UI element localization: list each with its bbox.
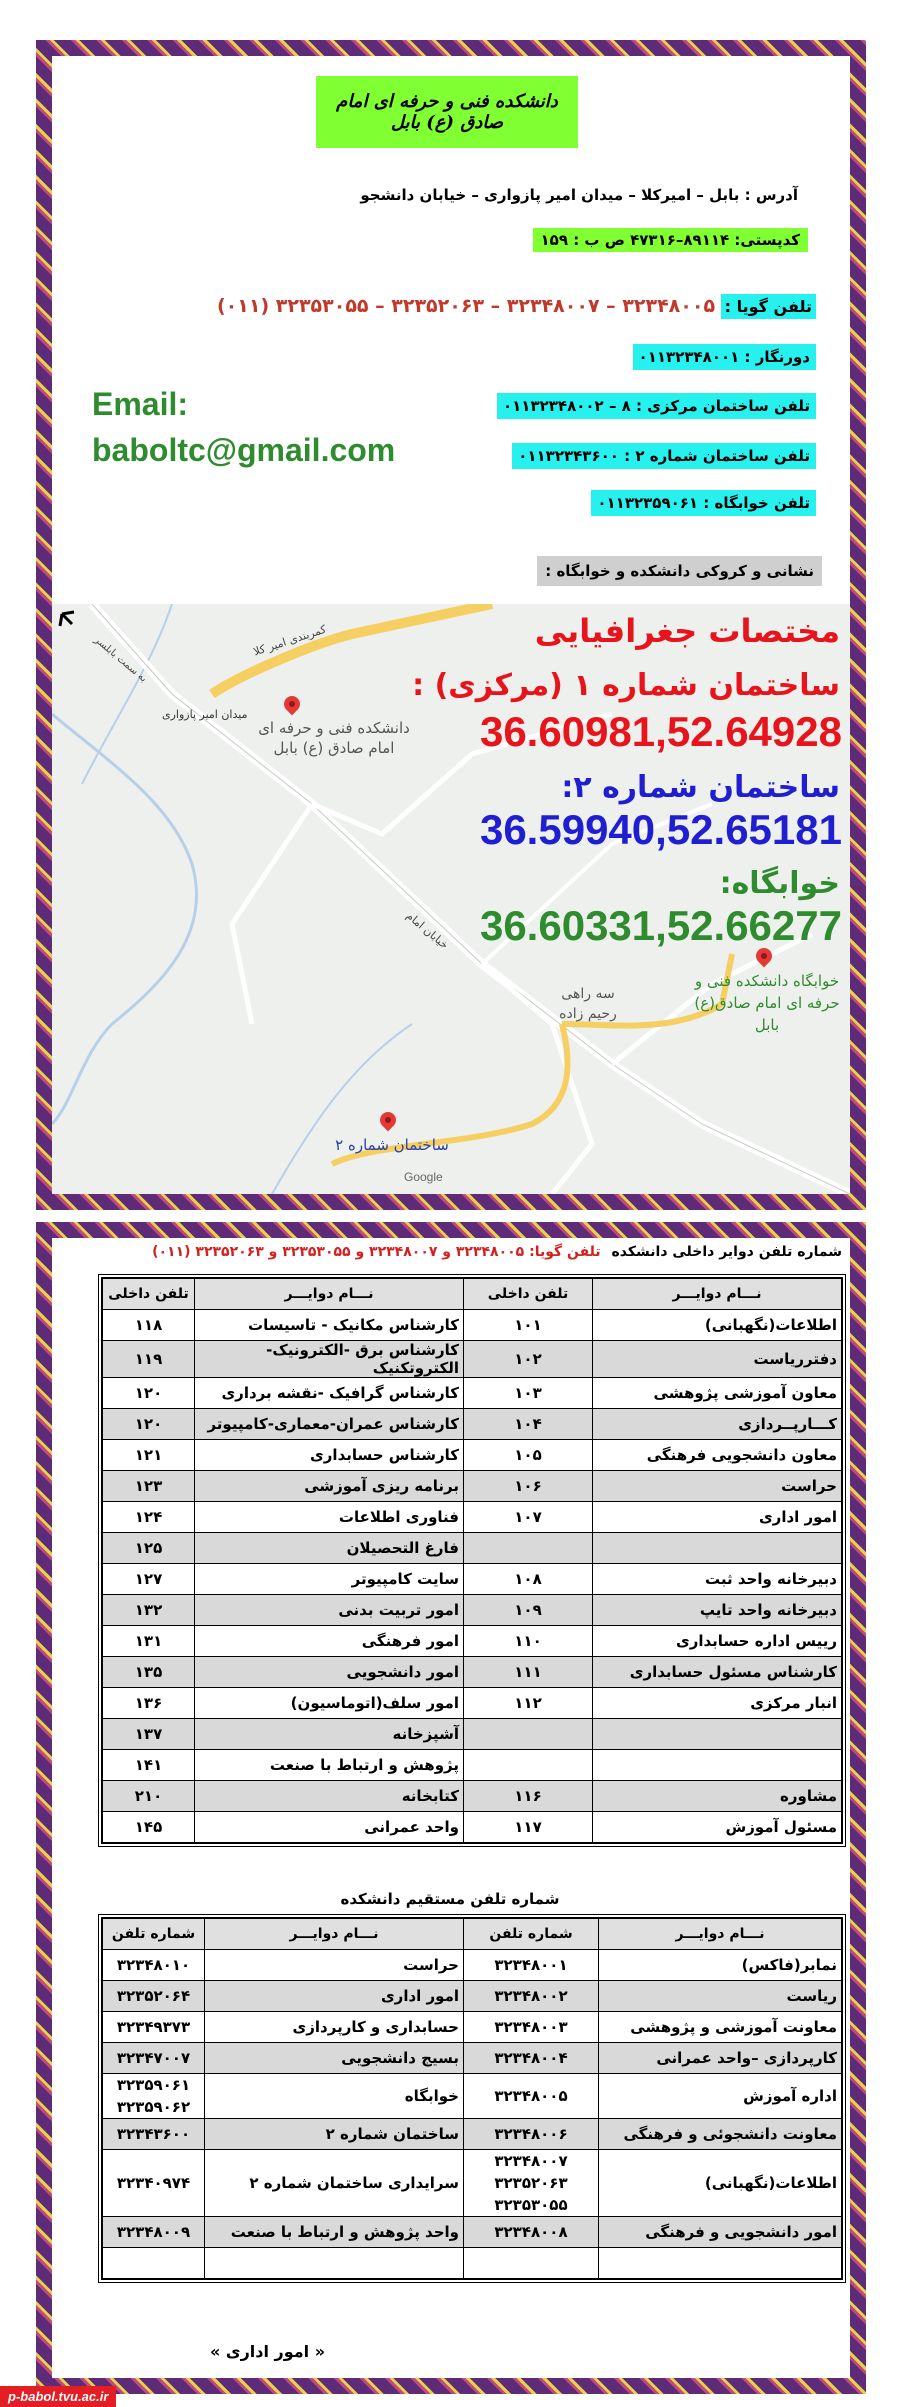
map[interactable]: [52, 604, 850, 1194]
table-row: [103, 2043, 842, 2074]
table-cell: ۱۱۹: [103, 1341, 195, 1378]
table-cell: ۳۲۳۵۲۰۶۴: [103, 1981, 205, 2012]
table-cell: ۱۰۳: [464, 1378, 593, 1409]
table-cell: آشپزخانه: [195, 1719, 464, 1750]
table-row: [103, 1750, 842, 1781]
table-cell: بسیج دانشجویی: [205, 2043, 464, 2074]
table-cell: ۳۲۳۴۸۰۱۰: [103, 1950, 205, 1981]
direct-header: شماره تلفن: [103, 1919, 205, 1950]
direct-table: [102, 1918, 842, 2279]
table-cell: ۱۳۶: [103, 1688, 195, 1719]
table-row: [103, 1781, 842, 1812]
watermark: p-babol.tvu.ac.ir: [0, 2386, 116, 2407]
table-row: [103, 2012, 842, 2043]
dorm-coords: 36.60331,52.66277: [479, 902, 842, 949]
phone-line: [217, 295, 816, 317]
table-cell: [593, 1533, 842, 1564]
table-row: [103, 1310, 842, 1341]
table-cell: ۱۳۷: [103, 1719, 195, 1750]
internal-caption: [152, 1244, 842, 1260]
internal-table: [102, 1278, 842, 1843]
table-cell: معاون دانشجویی فرهنگی: [593, 1440, 842, 1471]
table-cell: اطلاعات(نگهبانی): [593, 1310, 842, 1341]
table-cell: امور فرهنگی: [195, 1626, 464, 1657]
table-cell: ۳۲۳۴۹۳۷۳: [103, 2012, 205, 2043]
table-row: [103, 2150, 842, 2217]
table-cell: پژوهش و ارتباط با صنعت: [195, 1750, 464, 1781]
phone-value: ۳۲۳۴۸۰۰۵ – ۳۲۳۴۸۰۰۷ – ۳۲۳۵۲۰۶۳ – ۳۲۳۵۳۰۵۵ (۰۱۱): [216, 295, 716, 317]
table-row: [103, 1626, 842, 1657]
table-cell: [599, 2248, 842, 2279]
email-label: Email:: [92, 386, 189, 422]
table-row: [103, 1533, 842, 1564]
table-cell: ۱۳۲: [103, 1595, 195, 1626]
table-cell: ۱۴۱: [103, 1750, 195, 1781]
table-cell: ۱۲۵: [103, 1533, 195, 1564]
table-cell: انبار مرکزی: [593, 1688, 842, 1719]
poi-dorm: خوابگاه دانشکده فنی و حرفه ای امام صادق(ع) بابل: [694, 972, 840, 1034]
table-row: [103, 2217, 842, 2248]
table-cell: ۳۲۳۴۸۰۰۷ ۳۲۳۵۲۰۶۳ ۳۲۳۵۳۰۵۵: [464, 2150, 599, 2217]
table-cell: ۱۳۵: [103, 1657, 195, 1688]
table-cell: حسابداری و کارپردازی: [205, 2012, 464, 2043]
table-cell: ۱۲۳: [103, 1471, 195, 1502]
table-cell: دفترریاست: [593, 1341, 842, 1378]
table-cell: معاونت دانشجوئی و فرهنگی: [599, 2119, 842, 2150]
fax-line: دورنگار : ۰۱۱۳۲۳۴۸۰۰۱: [633, 344, 816, 370]
internal-caption-phones: تلفن گویا: ۳۲۳۴۸۰۰۵ و ۳۲۳۴۸۰۰۷ و ۳۲۳۵۳۰۵۵ و ۳۲۳۵۲۰۶۳ (۰۱۱): [152, 1244, 601, 1260]
table-row: [103, 1812, 842, 1843]
internal-header: نـــام دوایـــر: [593, 1279, 842, 1310]
table-cell: ۳۲۳۴۸۰۰۴: [464, 2043, 599, 2074]
table-row: [103, 1688, 842, 1719]
table-cell: ۱۲۴: [103, 1502, 195, 1533]
table-cell: امور دانشجویی و فرهنگی: [599, 2217, 842, 2248]
table-cell: مشاوره: [593, 1781, 842, 1812]
internal-caption-title: شماره تلفن دوایر داخلی دانشکده: [611, 1244, 842, 1260]
table-row: [103, 1471, 842, 1502]
table-row: [103, 1564, 842, 1595]
table-cell: ۱۴۵: [103, 1812, 195, 1843]
table-cell: ۱۱۷: [464, 1812, 593, 1843]
table-cell: ۳۲۳۵۹۰۶۱ ۳۲۳۵۹۰۶۲: [103, 2074, 205, 2119]
table-cell: کارشناس گرافیک -نقشه برداری: [195, 1378, 464, 1409]
table-cell: رییس اداره حسابداری: [593, 1626, 842, 1657]
road-label-imam: خیابان امام: [403, 909, 451, 952]
table-cell: [593, 1719, 842, 1750]
table-cell: معاونت آموزشی و پژوهشی: [599, 2012, 842, 2043]
table-cell: ۳۲۳۴۸۰۰۲: [464, 1981, 599, 2012]
table-cell: دبیرخانه واحد ثبت: [593, 1564, 842, 1595]
table-cell: اطلاعات(نگهبانی): [599, 2150, 842, 2217]
table-cell: مسئول آموزش: [593, 1812, 842, 1843]
table-cell: ۱۰۴: [464, 1409, 593, 1440]
table-cell: ۱۲۱: [103, 1440, 195, 1471]
table-cell: ۱۲۷: [103, 1564, 195, 1595]
table-cell: سرایداری ساختمان شماره ۲: [205, 2150, 464, 2217]
dorm-phone: تلفن خوابگاه : ۰۱۱۳۲۳۵۹۰۶۱: [591, 490, 816, 516]
table-cell: کارشناس مکانیک - تاسیسات: [195, 1310, 464, 1341]
table-cell: ۱۱۲: [464, 1688, 593, 1719]
table-cell: کارشناس حسابداری: [195, 1440, 464, 1471]
poi-college: دانشکده فنی و حرفه ای امام صادق (ع) بابل: [258, 719, 410, 757]
geo-title: مختصات جغرافیایی: [534, 612, 840, 650]
email-address[interactable]: baboltc@gmail.com: [92, 432, 396, 468]
table-cell: ۱۰۵: [464, 1440, 593, 1471]
table-cell: ۳۲۳۴۸۰۰۶: [464, 2119, 599, 2150]
poi-building2: ساختمان شماره ۲: [335, 1136, 449, 1154]
google-logo: Google: [404, 1170, 443, 1184]
table-cell: فناوری اطلاعات: [195, 1502, 464, 1533]
table-row: [103, 1981, 842, 2012]
table-cell: ۱۰۹: [464, 1595, 593, 1626]
table-cell: ۳۲۳۴۸۰۰۱: [464, 1950, 599, 1981]
table-cell: ۳۲۳۴۸۰۰۳: [464, 2012, 599, 2043]
table-cell: ۳۲۳۴۸۰۰۵: [464, 2074, 599, 2119]
table-cell: ۳۲۳۴۸۰۰۸: [464, 2217, 599, 2248]
internal-table-wrap: [98, 1274, 846, 1847]
b2-label: ساختمان شماره ۲:: [561, 770, 840, 805]
table-cell: واحد عمرانی: [195, 1812, 464, 1843]
table-cell: ۱۳۱: [103, 1626, 195, 1657]
table-cell: امور اداری: [593, 1502, 842, 1533]
table-cell: خوابگاه: [205, 2074, 464, 2119]
table-cell: ۱۰۸: [464, 1564, 593, 1595]
b2-coords: 36.59940,52.65181: [479, 806, 842, 853]
square-label: میدان امیر پازواری: [162, 708, 248, 721]
table-row: [103, 1409, 842, 1440]
table-cell: ۱۲۰: [103, 1409, 195, 1440]
table-cell: کارشناس برق -الکترونیک-الکتروتکنیک: [195, 1341, 464, 1378]
poi-crossroad: سه راهی رحیم زاده: [559, 986, 617, 1022]
table-cell: نمابر(فاکس): [599, 1950, 842, 1981]
table-cell: ۳۲۳۴۷۰۰۷: [103, 2043, 205, 2074]
table-row: [103, 1719, 842, 1750]
table-cell: کارشناس عمران-معماری-کامپیوتر: [195, 1409, 464, 1440]
direct-table-wrap: [98, 1914, 846, 2283]
table-cell: امور سلف(اتوماسیون): [195, 1688, 464, 1719]
table-cell: ریاست: [599, 1981, 842, 2012]
b1-coords: 36.60981,52.64928: [479, 708, 842, 755]
table-cell: امور دانشجویی: [195, 1657, 464, 1688]
table-row: [103, 2074, 842, 2119]
table-row: [103, 1440, 842, 1471]
table-cell: ۳۲۳۴۰۹۷۴: [103, 2150, 205, 2217]
table-row: [103, 1657, 842, 1688]
table-row: [103, 1595, 842, 1626]
internal-header: تلفن داخلی: [464, 1279, 593, 1310]
table-cell: [103, 2248, 205, 2279]
internal-header: نـــام دوایـــر: [195, 1279, 464, 1310]
b1-label: ساختمان شماره ۱ (مرکزی) :: [412, 668, 840, 703]
table-row: [103, 1950, 842, 1981]
table-row: [103, 1502, 842, 1533]
road-label-amirkola: کمربندی امیر کلا: [251, 622, 328, 659]
table-cell: ۱۰۷: [464, 1502, 593, 1533]
central-building-phone: تلفن ساختمان مرکزی : ۸ – ۰۱۱۳۲۳۴۸۰۰۲: [497, 393, 816, 419]
table-cell: دبیرخانه واحد تایپ: [593, 1595, 842, 1626]
table-cell: ۱۲۰: [103, 1378, 195, 1409]
table-cell: کتابخانه: [195, 1781, 464, 1812]
map-caption: نشانی و کروکی دانشکده و خوابگاه :: [537, 556, 822, 586]
postal-line: کدپستی: ۸۹۱۱۴–۴۷۳۱۶ ص ب : ۱۵۹: [533, 228, 808, 252]
table-cell: کارشناس مسئول حسابداری: [593, 1657, 842, 1688]
table-cell: ۳۲۳۴۳۶۰۰: [103, 2119, 205, 2150]
table-cell: [464, 2248, 599, 2279]
dorm-label: خوابگاه:: [719, 866, 840, 901]
table-cell: سایت کامپیوتر: [195, 1564, 464, 1595]
table-cell: ۱۱۰: [464, 1626, 593, 1657]
table-cell: [464, 1719, 593, 1750]
direct-caption: شماره تلفن مستقیم دانشکده: [340, 1890, 560, 1908]
table-cell: [464, 1750, 593, 1781]
table-cell: ۱۰۱: [464, 1310, 593, 1341]
table-cell: [205, 2248, 464, 2279]
table-row: [103, 1341, 842, 1378]
footer-office: « امور اداری »: [210, 2342, 326, 2361]
table-cell: ۱۱۱: [464, 1657, 593, 1688]
table-cell: ۲۱۰: [103, 1781, 195, 1812]
table-cell: [464, 1533, 593, 1564]
table-cell: ۱۱۸: [103, 1310, 195, 1341]
direct-header: نـــام دوایـــر: [205, 1919, 464, 1950]
table-cell: امور تربیت بدنی: [195, 1595, 464, 1626]
table-cell: فارغ التحصیلان: [195, 1533, 464, 1564]
table-cell: کارپردازی –واحد عمرانی: [599, 2043, 842, 2074]
road-label-babolsar: به سمت بابلسر: [92, 634, 149, 685]
table-cell: ساختمان شماره ۲: [205, 2119, 464, 2150]
table-cell: برنامه ریزی آموزشی: [195, 1471, 464, 1502]
address-line: آدرس : بابل – امیرکلا – میدان امیر پازواری – خیابان دانشجو: [360, 186, 798, 204]
table-row: [103, 2119, 842, 2150]
table-cell: امور اداری: [205, 1981, 464, 2012]
table-cell: معاون آموزشی پژوهشی: [593, 1378, 842, 1409]
direct-header: نـــام دوایـــر: [599, 1919, 842, 1950]
direct-header: شماره تلفن: [464, 1919, 599, 1950]
table-cell: ۱۰۶: [464, 1471, 593, 1502]
table-row: [103, 1378, 842, 1409]
table-cell: کـــارپــردازی: [593, 1409, 842, 1440]
page-title: دانشکده فنی و حرفه ای امام صادق (ع) بابل: [316, 76, 578, 148]
table-cell: ۳۲۳۴۸۰۰۹: [103, 2217, 205, 2248]
table-row: [103, 2248, 842, 2279]
table-cell: واحد پژوهش و ارتباط با صنعت: [205, 2217, 464, 2248]
table-cell: [593, 1750, 842, 1781]
building2-phone: تلفن ساختمان شماره ۲ : ۰۱۱۳۲۳۴۳۶۰۰: [512, 443, 816, 469]
internal-header: تلفن داخلی: [103, 1279, 195, 1310]
table-cell: اداره آموزش: [599, 2074, 842, 2119]
table-cell: ۱۱۶: [464, 1781, 593, 1812]
phone-label: تلفن گویا :: [721, 294, 816, 319]
table-cell: حراست: [593, 1471, 842, 1502]
table-cell: ۱۰۲: [464, 1341, 593, 1378]
table-cell: حراست: [205, 1950, 464, 1981]
